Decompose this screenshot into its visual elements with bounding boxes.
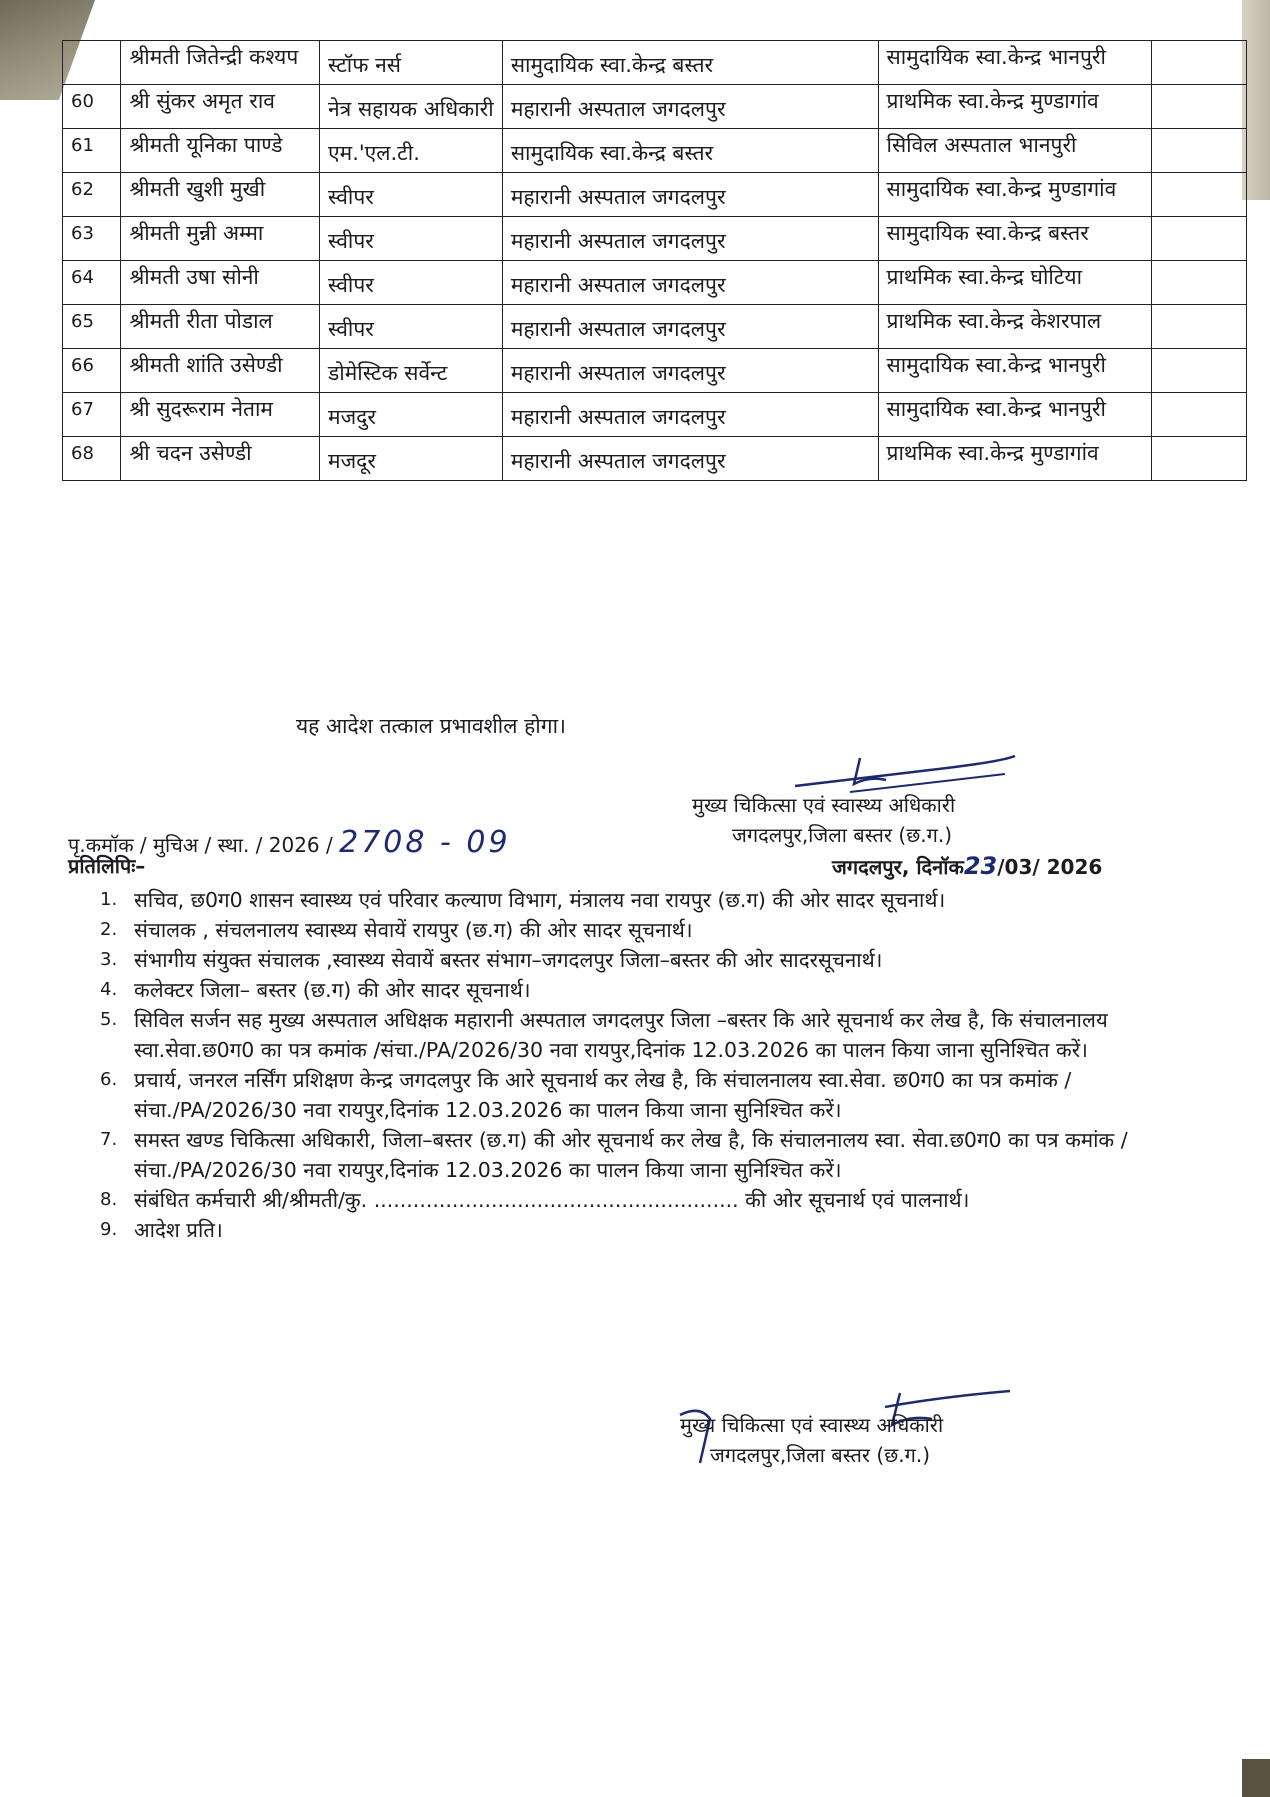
name-cell: श्रीमती शांति उसेण्डी xyxy=(121,349,320,393)
list-item xyxy=(100,915,1185,945)
signature-title: मुख्य चिकित्सा एवं स्वास्थ्य अधिकारी xyxy=(692,793,956,817)
from-cell: महारानी अस्पताल जगदलपुर xyxy=(502,217,878,261)
list-item xyxy=(100,1185,1185,1215)
blank-cell xyxy=(1152,305,1247,349)
serial-cell: 63 xyxy=(63,217,121,261)
table-row xyxy=(63,41,1247,85)
designation-cell: स्वीपर xyxy=(320,217,503,261)
list-item xyxy=(100,945,1185,975)
list-item-number: 9. xyxy=(100,1219,118,1240)
list-item-number: 3. xyxy=(100,949,118,970)
list-item xyxy=(100,1005,1185,1065)
list-item-text: आदेश प्रति। xyxy=(134,1218,223,1242)
date-day-handwritten: 23 xyxy=(963,852,998,880)
list-item-number: 1. xyxy=(100,889,118,910)
list-item xyxy=(100,1125,1185,1185)
date-rest: /03/ 2026 xyxy=(997,855,1103,879)
list-item-text: प्रचार्य, जनरल नर्सिंग प्रशिक्षण केन्द्र जगदलपुर कि आरे सूचनार्थ कर लेख है, कि संचालनालय स्वा.सेवा. छ0ग0 का पत्र कमांक /संचा./PA/2026/30 नवा रायपुर,दिनांक 12.03.2026 का पालन किया जाना सुनिश्चित करें। xyxy=(134,1068,1072,1122)
list-item xyxy=(100,885,1185,915)
table-row xyxy=(63,393,1247,437)
list-item-number: 4. xyxy=(100,979,118,1000)
name-cell: श्रीमती मुन्नी अम्मा xyxy=(121,217,320,261)
list-item-number: 2. xyxy=(100,919,118,940)
to-cell: प्राथमिक स्वा.केन्द्र घोटिया xyxy=(878,261,1152,305)
date-prefix: जगदलपुर, दिनॉक xyxy=(832,855,964,879)
table-row xyxy=(63,85,1247,129)
transfer-table xyxy=(62,40,1247,481)
serial-cell: 61 xyxy=(63,129,121,173)
blank-cell xyxy=(1152,41,1247,85)
signature-place: जगदलपुर,जिला बस्तर (छ.ग.) xyxy=(710,1443,931,1467)
list-item-text: संभागीय संयुक्त संचालक ,स्वास्थ्य सेवायें बस्तर संभाग–जगदलपुर जिला–बस्तर की ओर सादरसूचनार्थ। xyxy=(134,948,883,972)
list-item-number: 8. xyxy=(100,1189,118,1210)
blank-cell xyxy=(1152,349,1247,393)
reference-handwritten: 2708 - 09 xyxy=(339,825,511,860)
to-cell: सामुदायिक स्वा.केन्द्र बस्तर xyxy=(878,217,1152,261)
to-cell: सिविल अस्पताल भानपुरी xyxy=(878,129,1152,173)
blank-cell xyxy=(1152,393,1247,437)
list-item xyxy=(100,1215,1185,1245)
table-row xyxy=(63,305,1247,349)
copy-list xyxy=(100,885,1185,1245)
reference-prefix: पृ.कमॉक / मुचिअ / स्था. / 2026 / xyxy=(68,833,333,857)
page-edge-bottom-right xyxy=(1242,1759,1270,1797)
from-cell: सामुदायिक स्वा.केन्द्र बस्तर xyxy=(502,129,878,173)
list-item-text: संबंधित कर्मचारी श्री/श्रीमती/कु. ........................................................ की ओर सूचनार्थ एवं पालनार्थ। xyxy=(134,1188,970,1212)
from-cell: महारानी अस्पताल जगदलपुर xyxy=(502,85,878,129)
list-item-text: संचालक , संचलनालय स्वास्थ्य सेवायें रायपुर (छ.ग) की ओर सादर सूचनार्थ। xyxy=(134,918,693,942)
signature-block-2 xyxy=(680,1410,943,1470)
blank-cell xyxy=(1152,261,1247,305)
list-item xyxy=(100,975,1185,1005)
list-item-number: 6. xyxy=(100,1069,118,1090)
to-cell: सामुदायिक स्वा.केन्द्र भानपुरी xyxy=(878,349,1152,393)
designation-cell: स्टॉफ नर्स xyxy=(320,41,503,85)
name-cell: श्रीमती खुशी मुखी xyxy=(121,173,320,217)
name-cell: श्रीमती यूनिका पाण्डे xyxy=(121,129,320,173)
table-row xyxy=(63,349,1247,393)
to-cell: प्राथमिक स्वा.केन्द्र मुण्डागांव xyxy=(878,437,1152,481)
from-cell: महारानी अस्पताल जगदलपुर xyxy=(502,349,878,393)
order-effective-line: यह आदेश तत्काल प्रभावशील होगा। xyxy=(296,714,566,738)
designation-cell: मजदूर xyxy=(320,437,503,481)
serial-cell: 68 xyxy=(63,437,121,481)
from-cell: महारानी अस्पताल जगदलपुर xyxy=(502,437,878,481)
blank-cell xyxy=(1152,129,1247,173)
signature-block-1 xyxy=(692,790,955,850)
name-cell: श्री सुदरूराम नेताम xyxy=(121,393,320,437)
list-item-text: सचिव, छ0ग0 शासन स्वास्थ्य एवं परिवार कल्याण विभाग, मंत्रालय नवा रायपुर (छ.ग) की ओर सादर सूचनार्थ। xyxy=(134,888,946,912)
signature-place: जगदलपुर,जिला बस्तर (छ.ग.) xyxy=(732,823,953,847)
list-item-text: सिविल सर्जन सह मुख्य अस्पताल अधिक्षक महारानी अस्पताल जगदलपुर जिला –बस्तर कि आरे सूचनार्थ कर लेख है, कि संचालनालय स्वा.सेवा.छ0ग0 का पत्र कमांक /संचा./PA/2026/30 नवा रायपुर,दिनांक 12.03.2026 का पालन किया जाना सुनिश्चित करें। xyxy=(134,1008,1108,1062)
serial-cell: 65 xyxy=(63,305,121,349)
signature-title: मुख्य चिकित्सा एवं स्वास्थ्य अधिकारी xyxy=(680,1413,944,1437)
serial-cell: 60 xyxy=(63,85,121,129)
from-cell: महारानी अस्पताल जगदलपुर xyxy=(502,173,878,217)
designation-cell: स्वीपर xyxy=(320,305,503,349)
blank-cell xyxy=(1152,85,1247,129)
name-cell: श्रीमती उषा सोनी xyxy=(121,261,320,305)
list-item-text: समस्त खण्ड चिकित्सा अधिकारी, जिला–बस्तर (छ.ग) की ओर सूचनार्थ कर लेख है, कि संचालनालय स्वा. सेवा.छ0ग0 का पत्र कमांक /संचा./PA/2026/30 नवा रायपुर,दिनांक 12.03.2026 का पालन किया जाना सुनिश्चित करें। xyxy=(134,1128,1128,1182)
serial-cell: 67 xyxy=(63,393,121,437)
list-item-number: 5. xyxy=(100,1009,118,1030)
list-item xyxy=(100,1065,1185,1125)
serial-cell xyxy=(63,41,121,85)
designation-cell: डोमेस्टिक सर्वेन्ट xyxy=(320,349,503,393)
to-cell: प्राथमिक स्वा.केन्द्र मुण्डागांव xyxy=(878,85,1152,129)
to-cell: सामुदायिक स्वा.केन्द्र भानपुरी xyxy=(878,41,1152,85)
date-line xyxy=(832,852,1102,880)
table-row xyxy=(63,437,1247,481)
blank-cell xyxy=(1152,173,1247,217)
table-row xyxy=(63,261,1247,305)
blank-cell xyxy=(1152,437,1247,481)
from-cell: महारानी अस्पताल जगदलपुर xyxy=(502,393,878,437)
designation-cell: मजदुर xyxy=(320,393,503,437)
from-cell: महारानी अस्पताल जगदलपुर xyxy=(502,305,878,349)
to-cell: सामुदायिक स्वा.केन्द्र मुण्डागांव xyxy=(878,173,1152,217)
designation-cell: नेत्र सहायक अधिकारी xyxy=(320,85,503,129)
designation-cell: एम.'एल.टी. xyxy=(320,129,503,173)
serial-cell: 66 xyxy=(63,349,121,393)
signature-scribble xyxy=(790,748,1020,796)
name-cell: श्रीमती जितेन्द्री कश्यप xyxy=(121,41,320,85)
serial-cell: 64 xyxy=(63,261,121,305)
copy-heading: प्रतिलिपिः– xyxy=(68,854,146,878)
designation-cell: स्वीपर xyxy=(320,173,503,217)
table-row xyxy=(63,129,1247,173)
table-row xyxy=(63,217,1247,261)
list-item-text: कलेक्टर जिला– बस्तर (छ.ग) की ओर सादर सूचनार्थ। xyxy=(134,978,531,1002)
name-cell: श्रीमती रीता पोडाल xyxy=(121,305,320,349)
name-cell: श्री चदन उसेण्डी xyxy=(121,437,320,481)
from-cell: सामुदायिक स्वा.केन्द्र बस्तर xyxy=(502,41,878,85)
designation-cell: स्वीपर xyxy=(320,261,503,305)
table-row xyxy=(63,173,1247,217)
name-cell: श्री सुंकर अमृत राव xyxy=(121,85,320,129)
to-cell: प्राथमिक स्वा.केन्द्र केशरपाल xyxy=(878,305,1152,349)
from-cell: महारानी अस्पताल जगदलपुर xyxy=(502,261,878,305)
blank-cell xyxy=(1152,217,1247,261)
to-cell: सामुदायिक स्वा.केन्द्र भानपुरी xyxy=(878,393,1152,437)
list-item-number: 7. xyxy=(100,1129,118,1150)
serial-cell: 62 xyxy=(63,173,121,217)
